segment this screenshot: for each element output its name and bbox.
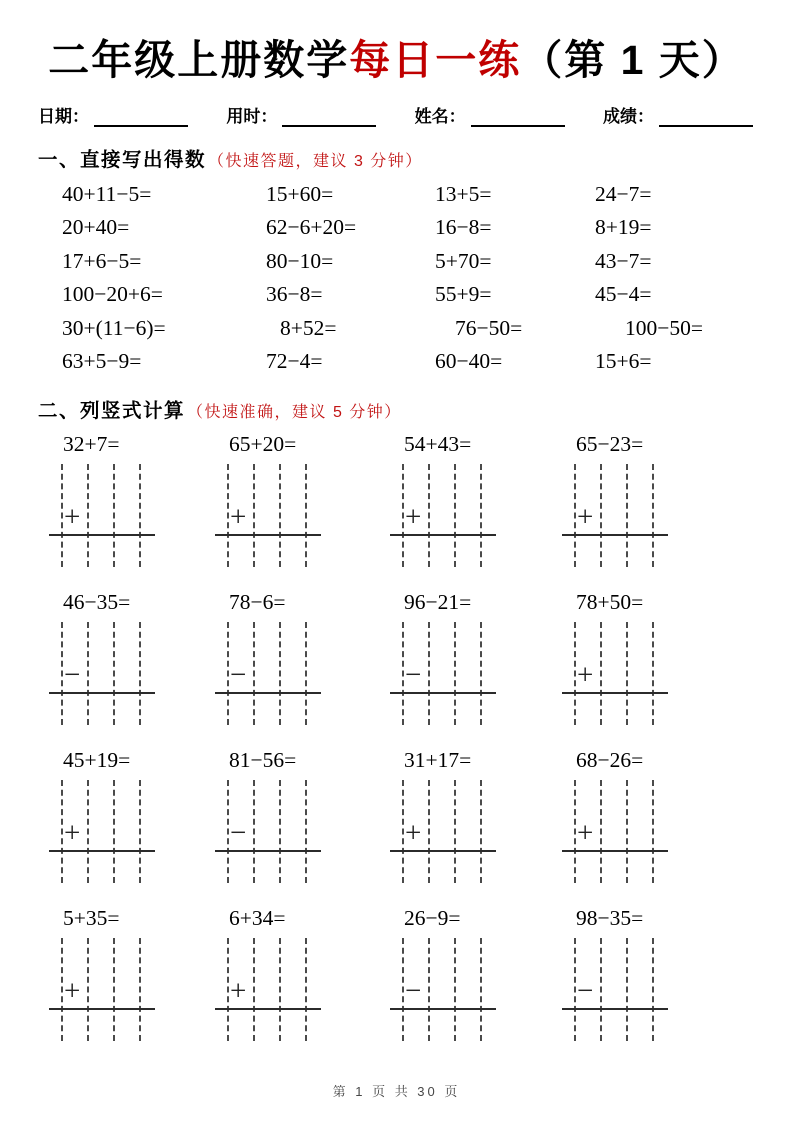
operator-sign: + [577,817,594,850]
oral-problem: 20+40= [62,215,130,240]
operator-sign: + [64,501,81,534]
digit-guide-line [305,780,307,883]
digit-guide-line [113,780,115,883]
digit-guide-line [626,938,628,1041]
oral-problem: 62−6+20= [266,215,357,240]
operator-sign: + [577,501,594,534]
oral-problem: 8+19= [595,215,652,240]
answer-line [390,1008,496,1010]
problem-expression: 46−35= [63,590,131,615]
vertical-problems-grid [49,431,793,1063]
operator-sign: + [577,659,594,692]
digit-guide-line [402,622,404,725]
operator-sign: + [64,975,81,1008]
digit-guide-line [253,622,255,725]
problem-expression: 5+35= [63,906,120,931]
field-score-label: 成绩： [602,107,654,126]
field-name [415,102,565,127]
field-score [603,102,753,127]
digit-guide-line [139,780,141,883]
operator-sign: − [405,659,422,692]
header-fields [38,102,753,127]
work-area [49,938,155,1041]
digit-guide-line [480,622,482,725]
answer-line [390,534,496,536]
answer-line [49,534,155,536]
vertical-problem [49,431,215,589]
vertical-problem [215,747,390,905]
digit-guide-line [454,464,456,567]
field-date [38,102,188,127]
digit-guide-line [480,780,482,883]
digit-guide-line [600,938,602,1041]
work-area [215,622,321,725]
answer-line [49,1008,155,1010]
digit-guide-line [253,780,255,883]
vertical-problem [562,431,793,589]
digit-guide-line [626,464,628,567]
answer-line [49,692,155,694]
problem-expression: 32+7= [63,432,120,457]
digit-guide-line [87,464,89,567]
digit-guide-line [279,464,281,567]
answer-line [390,850,496,852]
answer-line [390,692,496,694]
digit-guide-line [402,938,404,1041]
title-grade-part: 二年级上册数学 [48,37,350,83]
digit-guide-line [227,622,229,725]
digit-guide-line [227,780,229,883]
digit-guide-line [652,464,654,567]
section1-time-note: （快速答题，建议 3 分钟） [208,153,423,170]
digit-guide-line [574,780,576,883]
field-time-used-blank [282,110,376,127]
digit-guide-line [402,464,404,567]
digit-guide-line [454,780,456,883]
oral-problem: 72−4= [266,349,323,374]
digit-guide-line [652,780,654,883]
work-area [562,780,668,883]
problem-expression: 65+20= [229,432,297,457]
digit-guide-line [87,622,89,725]
digit-guide-line [626,780,628,883]
problem-expression: 26−9= [404,906,461,931]
problem-expression: 68−26= [576,748,644,773]
problem-expression: 96−21= [404,590,472,615]
digit-guide-line [454,622,456,725]
operator-sign: + [405,817,422,850]
oral-problem: 80−10= [266,248,334,273]
page-footer: 第 1 页 共 30 页 [332,1084,461,1099]
vertical-problem [390,747,562,905]
digit-guide-line [61,938,63,1041]
work-area [215,464,321,567]
digit-guide-line [480,464,482,567]
operator-sign: − [64,659,81,692]
answer-line [562,1008,668,1010]
digit-guide-line [428,938,430,1041]
answer-line [49,850,155,852]
oral-problem: 45−4= [595,282,652,307]
field-time-used-label: 用时： [226,107,278,126]
operator-sign: − [230,659,247,692]
digit-guide-line [61,622,63,725]
work-area [390,464,496,567]
operator-sign: − [405,975,422,1008]
operator-sign: − [577,975,594,1008]
digit-guide-line [253,464,255,567]
answer-line [215,1008,321,1010]
work-area [49,622,155,725]
oral-problem: 43−7= [595,248,652,273]
work-area [562,622,668,725]
work-area [390,622,496,725]
answer-line [215,534,321,536]
digit-guide-line [454,938,456,1041]
digit-guide-line [113,464,115,567]
work-area [390,938,496,1041]
vertical-problem [562,905,793,1063]
oral-problem: 15+6= [595,349,652,374]
oral-problem: 30+(11−6)= [62,315,166,340]
digit-guide-line [305,938,307,1041]
vertical-problem [215,589,390,747]
title-daily-practice-part: 每日一练 [349,37,522,83]
digit-guide-line [574,622,576,725]
digit-guide-line [279,938,281,1041]
problem-expression: 78+50= [576,590,644,615]
vertical-problem [215,905,390,1063]
oral-problem: 24−7= [595,182,652,206]
digit-guide-line [227,938,229,1041]
section1-heading [38,144,793,172]
digit-guide-line [139,622,141,725]
digit-guide-line [113,938,115,1041]
problem-expression: 31+17= [404,748,472,773]
section2-heading [38,395,793,423]
digit-guide-line [480,938,482,1041]
operator-sign: − [230,817,247,850]
digit-guide-line [626,622,628,725]
operator-sign: + [230,501,247,534]
oral-problem: 100−50= [625,315,704,340]
oral-problem: 36−8= [266,282,323,307]
work-area [215,780,321,883]
field-score-blank [659,110,753,127]
answer-line [562,692,668,694]
field-name-blank [471,110,565,127]
oral-problem: 17+6−5= [62,248,142,273]
oral-problem: 15+60= [266,182,334,206]
digit-guide-line [652,938,654,1041]
digit-guide-line [253,938,255,1041]
problem-expression: 45+19= [63,748,131,773]
oral-problem: 16−8= [435,215,492,240]
digit-guide-line [87,938,89,1041]
digit-guide-line [113,622,115,725]
oral-problem: 40+11−5= [62,182,152,206]
oral-problem: 63+5−9= [62,349,142,374]
oral-problem: 55+9= [435,282,492,307]
digit-guide-line [428,622,430,725]
digit-guide-line [139,938,141,1041]
oral-problem: 60−40= [435,349,503,374]
field-date-blank [94,110,188,127]
section2-time-note: （快速准确，建议 5 分钟） [187,404,402,422]
vertical-problem [562,589,793,747]
digit-guide-line [574,464,576,567]
answer-line [562,850,668,852]
vertical-problem [215,431,390,589]
page-title [0,34,793,86]
section1-title: 一、直接写出得数 [38,149,207,171]
work-area [215,938,321,1041]
digit-guide-line [61,464,63,567]
problem-expression: 81−56= [229,748,297,773]
section2-title: 二、列竖式计算 [38,400,186,423]
work-area [562,464,668,567]
field-time-used [226,102,376,127]
oral-problem: 100−20+6= [62,282,163,307]
oral-problem: 76−50= [455,315,523,340]
digit-guide-line [428,780,430,883]
answer-line [215,692,321,694]
digit-guide-line [652,622,654,725]
operator-sign: + [230,975,247,1008]
oral-problem: 8+52= [280,315,337,340]
vertical-problem [390,431,562,589]
digit-guide-line [87,780,89,883]
work-area [390,780,496,883]
answer-line [215,850,321,852]
vertical-problem [49,747,215,905]
problem-expression: 65−23= [576,432,644,457]
work-area [49,780,155,883]
digit-guide-line [279,780,281,883]
problem-expression: 54+43= [404,432,472,457]
work-area [49,464,155,567]
digit-guide-line [61,780,63,883]
field-name-label: 姓名： [414,107,466,126]
problem-expression: 78−6= [229,590,286,615]
oral-problem: 5+70= [435,248,492,273]
vertical-problem [49,589,215,747]
digit-guide-line [600,780,602,883]
title-day-number-part: （第 1 天） [521,37,745,83]
vertical-problem [562,747,793,905]
field-date-label: 日期： [38,107,89,126]
vertical-problem [49,905,215,1063]
digit-guide-line [139,464,141,567]
answer-line [562,534,668,536]
digit-guide-line [402,780,404,883]
digit-guide-line [600,622,602,725]
vertical-problem [390,905,562,1063]
digit-guide-line [227,464,229,567]
work-area [562,938,668,1041]
operator-sign: + [64,817,81,850]
problem-expression: 98−35= [576,906,644,931]
vertical-problem [390,589,562,747]
operator-sign: + [405,501,422,534]
digit-guide-line [600,464,602,567]
digit-guide-line [279,622,281,725]
oral-problems-grid [62,178,793,378]
oral-problem: 13+5= [435,182,492,206]
digit-guide-line [305,464,307,567]
digit-guide-line [428,464,430,567]
digit-guide-line [574,938,576,1041]
problem-expression: 6+34= [229,906,286,931]
digit-guide-line [305,622,307,725]
